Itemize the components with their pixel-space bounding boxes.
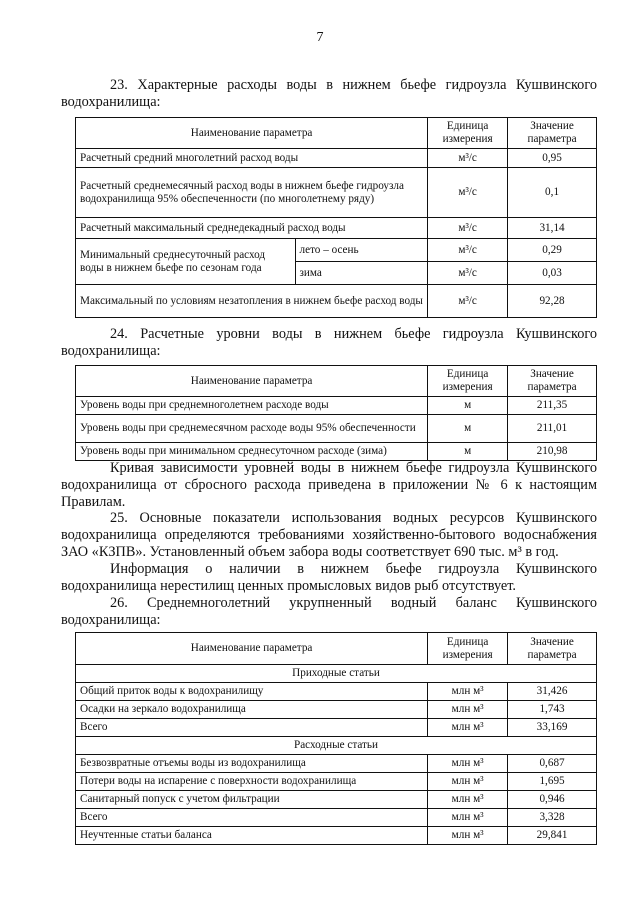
table-row: зима м³/с 0,03 xyxy=(76,262,597,285)
page-number: 7 xyxy=(316,30,324,45)
spawning-paragraph: Информация о наличии в нижнем бьефе гидроузла Кушвинского водохранилища нерестилищ ценных промысловых видов рыб отсутствует. xyxy=(61,561,597,594)
table-row: Безвозвратные отъемы воды из водохранилища млн м³ 0,687 xyxy=(76,755,597,773)
table-discharges xyxy=(75,117,597,318)
table-row: Уровень воды при минимальном среднесуточном расходе (зима) м 210,98 xyxy=(76,443,597,461)
table-row: Общий приток воды к водохранилищу млн м³ 31,426 xyxy=(76,683,597,701)
table-row: Всего млн м³ 3,328 xyxy=(76,809,597,827)
curve-paragraph: Кривая зависимости уровней воды в нижнем бьефе гидроузла Кушвинского водохранилища от сбросного расхода приведена в приложении № 6 к настоящим Правилам. xyxy=(61,460,597,510)
table-row: Расчетный максимальный среднедекадный расход воды м³/с 31,14 xyxy=(76,218,597,239)
section-26-heading: 26. Среднемноголетний укрупненный водный баланс Кушвинского водохранилища: xyxy=(61,595,597,628)
table-row: Уровень воды при среднемесячном расходе воды 95% обеспеченности м 211,01 xyxy=(76,415,597,443)
section-25-paragraph: 25. Основные показатели использования водных ресурсов Кушвинского водохранилища определяются требованиями хозяйственно-бытового водоснабжения ЗАО «КЗПВ». Установленный объем забора воды соответствует 690 тыс. м³ в год. xyxy=(61,510,597,560)
table-row: Неучтенные статьи баланса млн м³ 29,841 xyxy=(76,827,597,845)
table-row: Минимальный среднесуточный расход воды в нижнем бьефе по сезонам года лето – осень м³/с 0,29 xyxy=(76,239,597,262)
table-row: Максимальный по условиям незатопления в нижнем бьефе расход воды м³/с 92,28 xyxy=(76,285,597,318)
table-row: Расчетный среднемесячный расход воды в нижнем бьефе гидроузла водохранилища 95% обеспеченности (по многолетнему ряду) м³/с 0,1 xyxy=(76,168,597,218)
table-row: Осадки на зеркало водохранилища млн м³ 1,743 xyxy=(76,701,597,719)
table-row: Всего млн м³ 33,169 xyxy=(76,719,597,737)
expense-section-title: Расходные статьи xyxy=(76,737,597,755)
table-water-balance xyxy=(75,632,597,845)
section-24-heading: 24. Расчетные уровни воды в нижнем бьефе гидроузла Кушвинского водохранилища: xyxy=(61,326,597,359)
table-levels xyxy=(75,365,597,461)
income-section-title: Приходные статьи xyxy=(76,665,597,683)
table-header: Наименование параметра Единица измерения Значение параметра xyxy=(76,633,597,665)
table-row: Уровень воды при среднемноголетнем расходе воды м 211,35 xyxy=(76,397,597,415)
section-23-heading: 23. Характерные расходы воды в нижнем бьефе гидроузла Кушвинского водохранилища: xyxy=(61,77,597,110)
table-row: Расчетный средний многолетний расход воды м³/с 0,95 xyxy=(76,149,597,168)
table-header: Наименование параметра Единица измерения Значение параметра xyxy=(76,366,597,397)
table-header: Наименование параметра Единица измерения Значение параметра xyxy=(76,118,597,149)
table-row: Санитарный попуск с учетом фильтрации млн м³ 0,946 xyxy=(76,791,597,809)
table-row: Потери воды на испарение с поверхности водохранилища млн м³ 1,695 xyxy=(76,773,597,791)
